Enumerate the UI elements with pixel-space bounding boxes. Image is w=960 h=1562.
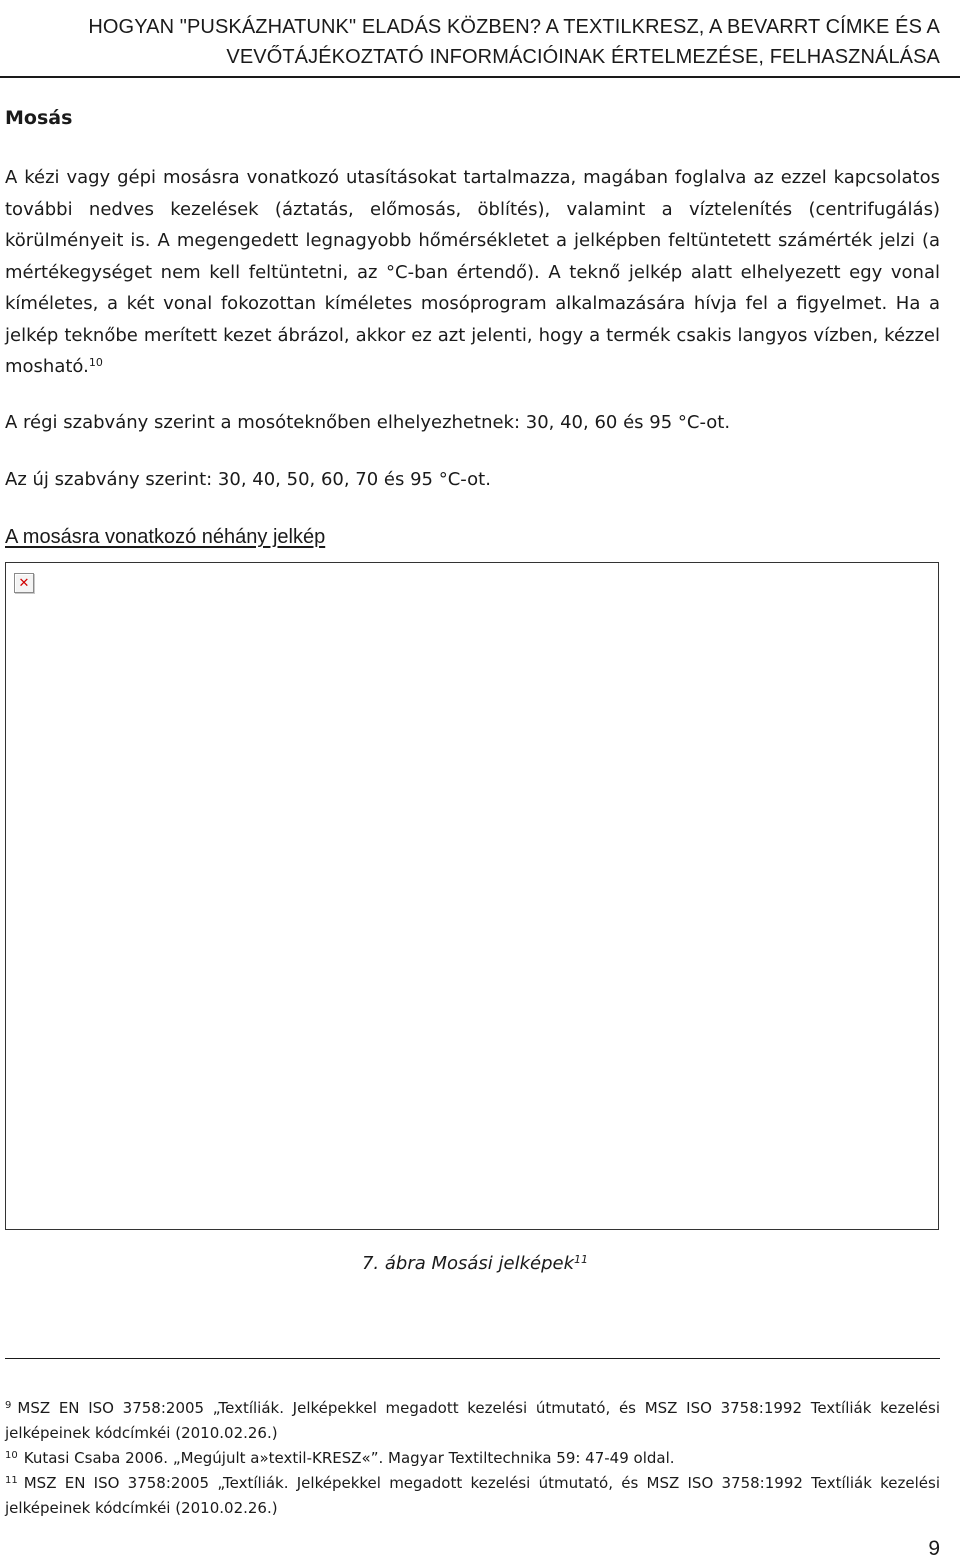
- body-paragraph-main: [5, 162, 940, 383]
- figure-caption: [0, 1249, 950, 1279]
- footnote-rule: [5, 1358, 940, 1359]
- running-header: HOGYAN "PUSKÁZHATUNK" ELADÁS KÖZBEN? A TEXTILKRESZ, A BEVARRT CÍMKE ÉS A VEVŐTÁJÉKOZTATÓ INFORMÁCIÓINAK ÉRTELMEZÉSE, FELHASZNÁLÁSA: [88, 16, 940, 68]
- body-paragraph-main-text: A kézi vagy gépi mosásra vonatkozó utasításokat tartalmazza, magában foglalva az ezzel kapcsolatos további nedves kezelések (áztatás, előmosás, öblítés), valamint a víztelenítés (centrifugálás) körülményeit is. A megengedett legnagyobb hőmérsékletet a jelképben feltüntetett számérték jelzi (a mértékegységet nem kell feltüntetni, az °C-ban értendő). A teknő jelkép alatt elhelyezett egy vonal kíméletes, a két vonal fokozottan kíméletes mosóprogram alkalmazására hívja fel a figyelmet. Ha a jelkép teknőbe merített kezet ábrázol, akkor ez azt jelenti, hogy a termék csakis langyos vízben, kézzel mosható.: [5, 167, 940, 377]
- figure-image-frame: [5, 562, 939, 1230]
- footnote-ref-11[interactable]: 11: [574, 1253, 589, 1266]
- footnotes-list: [5, 1396, 940, 1521]
- section-title: Mosás: [5, 107, 73, 129]
- footnote-text: MSZ EN ISO 3758:2005 „Textíliák. Jelképekkel megadott kezelési útmutató, és MSZ ISO 3758:1992 Textíliák kezelési jelképeinek kódcímkéi (2010.02.26.): [5, 1399, 940, 1442]
- footnote-text: Kutasi Csaba 2006. „Megújult a»textil-KRESZ«”. Magyar Textiltechnika 59: 47-49 oldal.: [23, 1449, 675, 1467]
- new-standard-text: Az új szabvány szerint: 30, 40, 50, 60, 70 és 95 °C-ot.: [5, 469, 491, 490]
- footnote-number: 10: [5, 1450, 18, 1461]
- footnote-item: [5, 1396, 940, 1446]
- page-number: 9: [928, 1537, 940, 1560]
- header-rule: [0, 76, 960, 78]
- broken-image-icon: ✕: [14, 573, 34, 593]
- footnote-number: 9: [5, 1400, 12, 1411]
- footnote-text: MSZ EN ISO 3758:2005 „Textíliák. Jelképekkel megadott kezelési útmutató, és MSZ ISO 3758:1992 Textíliák kezelési jelképeinek kódcímkéi (2010.02.26.): [5, 1474, 940, 1517]
- old-standard-text: A régi szabvány szerint a mosóteknőben elhelyezhetnek: 30, 40, 60 és 95 °C-ot.: [5, 412, 731, 433]
- footnote-ref-10[interactable]: 10: [88, 356, 103, 369]
- footnote-number: 11: [5, 1475, 18, 1486]
- footnote-item: [5, 1471, 940, 1521]
- symbols-subtitle: A mosásra vonatkozó néhány jelkép: [5, 526, 326, 548]
- figure-caption-text: 7. ábra Mosási jelképek: [361, 1253, 575, 1274]
- footnote-item: [5, 1446, 940, 1471]
